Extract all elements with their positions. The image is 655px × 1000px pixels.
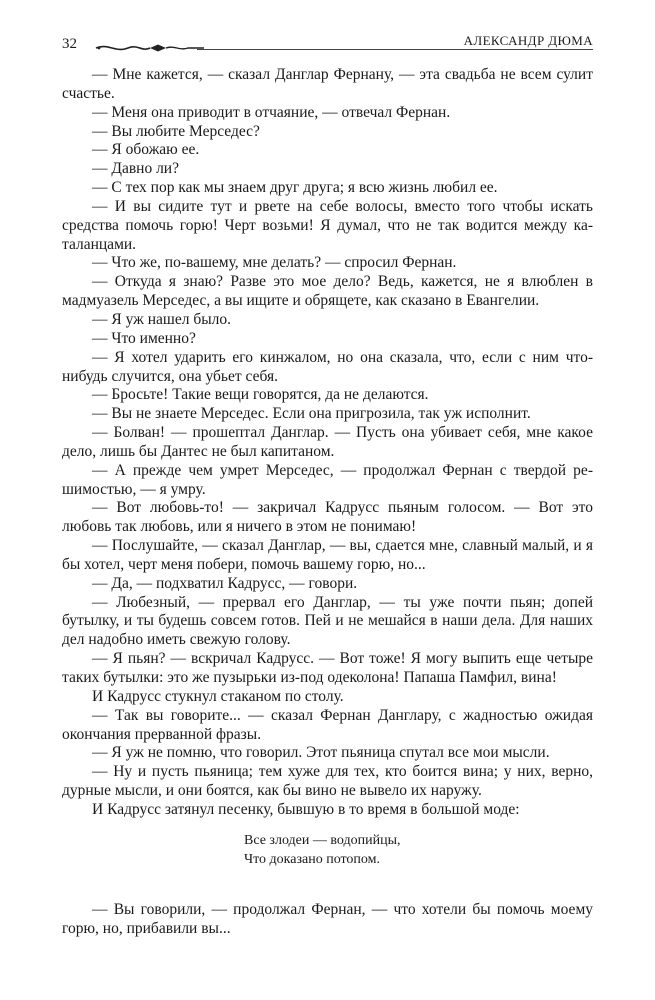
paragraph: — Вы любите Мерседес? bbox=[92, 122, 260, 140]
paragraph: — Что же, по-вашему, мне делать? — спросил Фернан. bbox=[92, 254, 457, 272]
paragraph: И Кадрусс стукнул стаканом по столу. bbox=[92, 687, 344, 705]
running-title: АЛЕКСАНДР ДЮМА bbox=[458, 33, 593, 49]
paragraph: — Вы говорили, — продолжал Фернан, — что хотели бы помочь моему горю, но, прибавили вы... bbox=[62, 901, 593, 938]
page-header bbox=[62, 34, 593, 54]
paragraph: — Болван! — прошептал Данглар. — Пусть она убивает себя, мне какое дело, лишь бы Дантес не был капитаном. bbox=[62, 424, 593, 460]
paragraph: — С тех пор как мы знаем друг друга; я всю жизнь любил ее. bbox=[92, 179, 498, 197]
paragraph: — Я хотел ударить его кинжалом, но она сказала, что, если с ним что-нибудь случится, она убьет себя. bbox=[62, 348, 593, 385]
paragraph: — Я уж нашел было. bbox=[92, 310, 231, 328]
paragraph: — Ну и пусть пьяница; тем хуже для тех, кто боится вина; у них, верно, дурные мысли, и они боятся, как бы вино не вывело их наружу. bbox=[62, 763, 593, 800]
paragraph: — Давно ли? bbox=[92, 160, 179, 178]
paragraph: — Бросьте! Такие вещи говорятся, да не делаются. bbox=[92, 386, 429, 404]
paragraph: — Мне кажется, — сказал Данглар Фернану, — эта свадьба не всем сулит счастье. bbox=[62, 66, 593, 102]
paragraph: — Послушайте, — сказал Данглар, — вы, сдается мне, славный малый, и я бы хотел, черт меня побери, помочь вашему горю, но... bbox=[62, 537, 593, 573]
verse-quote bbox=[244, 832, 593, 870]
header-rule bbox=[197, 49, 593, 50]
body-text bbox=[62, 66, 593, 939]
paragraph: — И вы сидите тут и рвете на себе волосы, вместо того чтобы искать средства помочь горю! Черт возьми! Я думал, что не так водится между каталанцами. bbox=[62, 197, 593, 253]
paragraph: — Я пьян? — вскричал Кадрусс. — Вот тоже! Я могу выпить еще четыре таких бутылки: это же пузырьки из-под одеколона! Папаша Памфил, вина! bbox=[62, 650, 593, 686]
paragraph: — А прежде чем умрет Мерседес, — продолжал Фернан с твердой решимостью, — я умру. bbox=[62, 461, 593, 498]
paragraph: — Так вы говорите... — сказал Фернан Данглару, с жадностью ожидая окончания прерванной фразы. bbox=[62, 706, 593, 743]
page-number: 32 bbox=[62, 36, 77, 52]
verse-line: Все злодеи — водопийцы, bbox=[244, 832, 401, 848]
paragraph: И Кадрусс затянул песенку, бывшую в то время в большой моде: bbox=[92, 800, 520, 818]
paragraph: — Откуда я знаю? Разве это мое дело? Ведь, кажется, не я влюблен в мадмуазель Мерседес, а вы ищите и обрящете, как сказано в Евангелии. bbox=[62, 273, 593, 310]
paragraph: — Что именно? bbox=[92, 329, 196, 347]
paragraph: — Вот любовь-то! — закричал Кадрусс пьяным голосом. — Вот это любовь так любовь, или я ничего в этом не понимаю! bbox=[62, 499, 593, 536]
paragraph: — Любезный, — прервал его Данглар, — ты уже почти пьян; допей бутылку, и ты будешь совсем готов. Пей и не мешайся в наши дела. Для наших дел надобно иметь свежую голову. bbox=[62, 593, 593, 649]
ornament-flourish-icon bbox=[94, 43, 204, 53]
paragraph: — Я обожаю ее. bbox=[92, 141, 200, 159]
paragraph: — Я уж не помню, что говорил. Этот пьяница спутал все мои мысли. bbox=[92, 744, 550, 762]
paragraph: — Меня она приводит в отчаяние, — отвечал Фернан. bbox=[92, 103, 451, 121]
verse-line: Что доказано потопом. bbox=[244, 851, 381, 867]
paragraph: — Да, — подхватил Кадрусс, — говори. bbox=[92, 574, 358, 592]
paragraph: — Вы не знаете Мерседес. Если она пригрозила, так уж исполнит. bbox=[92, 405, 531, 423]
